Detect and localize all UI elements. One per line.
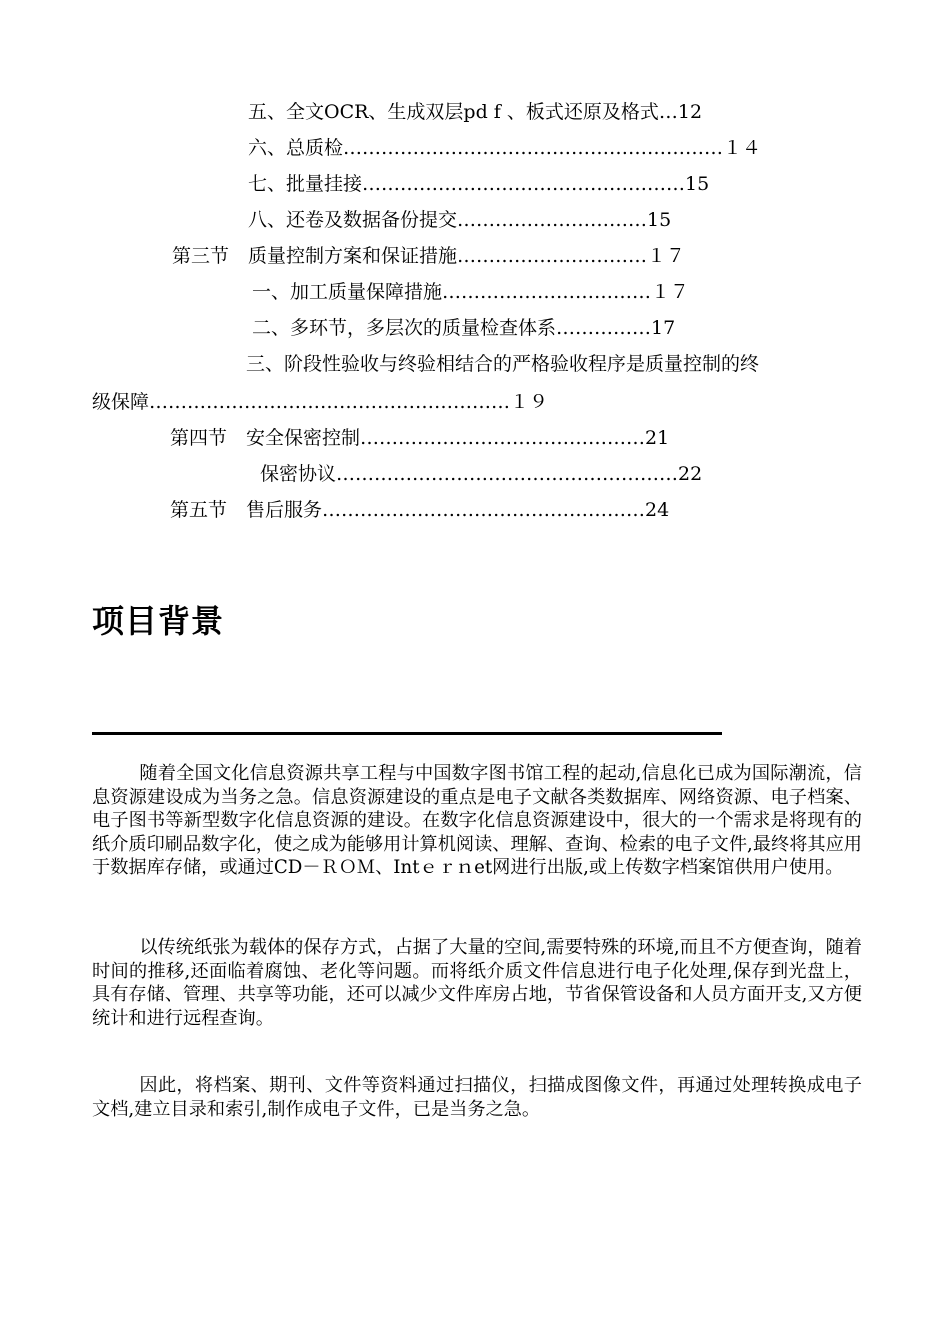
toc-entry: 五、全文OCR、生成双层pd f 、板式还原及格式…12 — [248, 101, 703, 123]
toc-entry: 一、加工质量保障措施……………………………１７ — [252, 281, 690, 303]
body-paragraph: 随着全国文化信息资源共享工程与中国数字图书馆工程的起动,信息化已成为国际潮流，信息资源建设成为当务之急。信息资源建设的重点是电子文献各类数据库、网络资源、电子档案、电子图书等新型数字化信息资源的建设。在数字化信息资源建设中，很大的一个需求是将现有的纸介质印刷品数字化，使之成为能够用计算机阅读、理解、查询、检索的电子文件,最终将其应用于数据库存储，或通过CD－ＲＯＭ、Intｅｒｎet网进行出版,或上传数字档案馆供用户使用。 — [92, 763, 862, 878]
toc-entry: 六、总质检……………………………………………………１４ — [248, 137, 762, 159]
toc-entry: 三、阶段性验收与终验相结合的严格验收程序是质量控制的终 — [246, 353, 760, 375]
toc-entry: 二、多环节，多层次的质量检查体系……………17 — [252, 317, 676, 339]
toc-section-entry: 第三节 质量控制方案和保证措施…………………………１７ — [172, 245, 686, 267]
section-heading: 项目背景 — [92, 602, 225, 640]
heading-divider — [92, 732, 722, 735]
toc-section-entry: 第五节 售后服务……………………………………………24 — [170, 499, 670, 521]
toc-entry: 保密协议………………………………………………22 — [260, 463, 703, 485]
body-paragraph: 因此，将档案、期刊、文件等资料通过扫描仪，扫描成图像文件，再通过处理转换成电子文档,建立目录和索引,制作成电子文件，已是当务之急。 — [92, 1075, 862, 1120]
toc-entry: 八、还卷及数据备份提交…………………………15 — [248, 209, 672, 231]
toc-entry: 七、批量挂接……………………………………………15 — [248, 173, 710, 195]
toc-section-entry: 第四节 安全保密控制………………………………………21 — [170, 427, 670, 449]
body-paragraph: 以传统纸张为载体的保存方式，占据了大量的空间,需要特殊的环境,而且不方便查询，随着时间的推移,还面临着腐蚀、老化等问题。而将纸介质文件信息进行电子化处理,保存到光盘上，具有存储、管理、共享等功能，还可以减少文件库房占地，节省保管设备和人员方面开支,又方便统计和进行远程查询。 — [92, 937, 862, 1029]
toc-entry-continuation: 级保障…………………………………………………１９ — [92, 391, 549, 413]
